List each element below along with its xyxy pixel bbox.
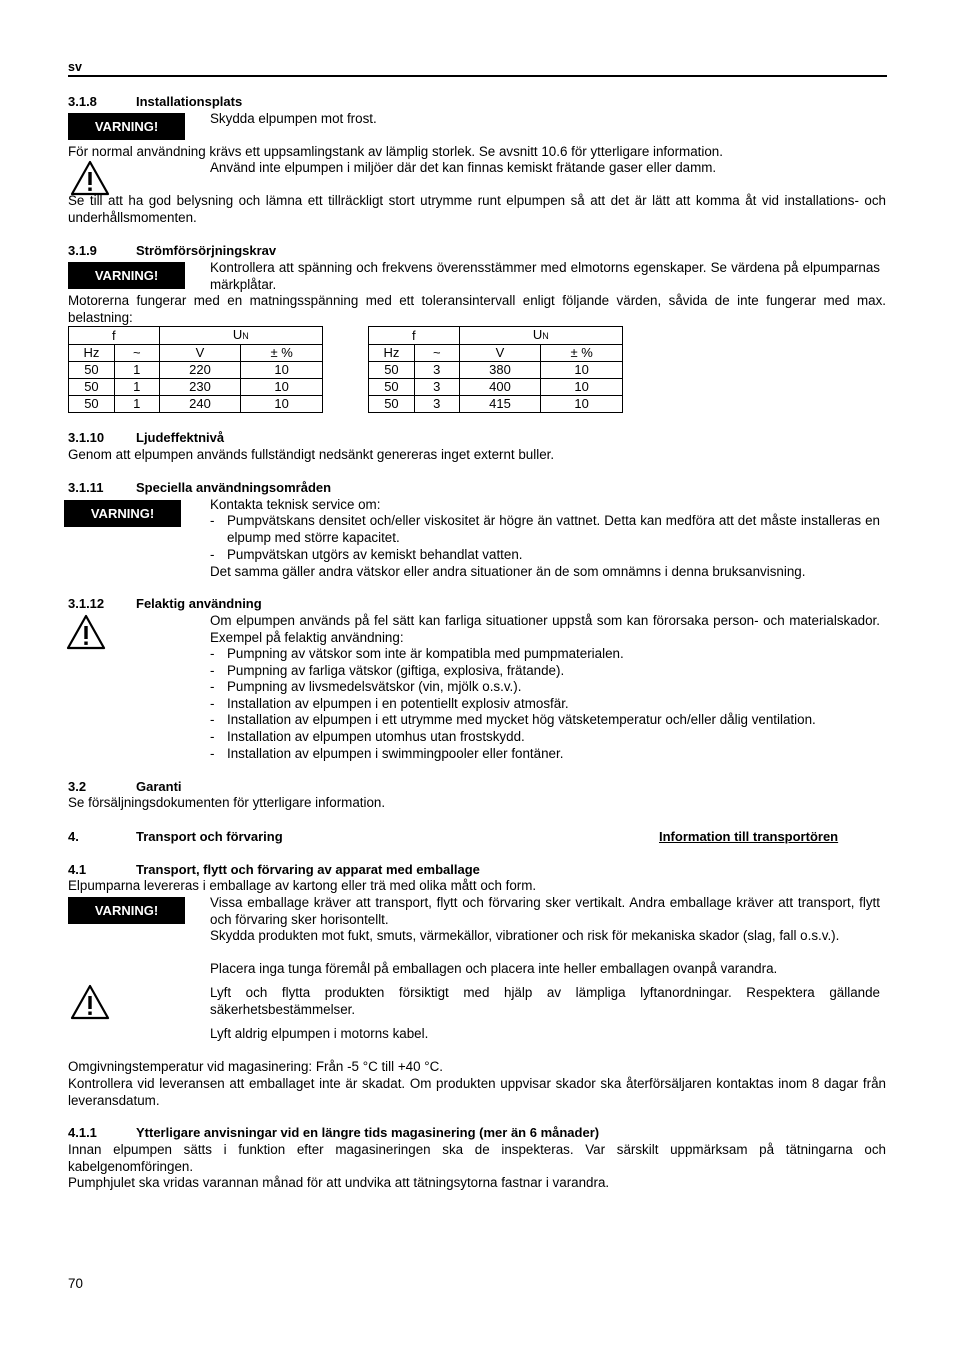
caution-text: Lyft aldrig elpumpen i motorns kabel. (210, 1026, 429, 1041)
table-cell: 10 (541, 379, 623, 396)
warning-badge: VARNING! (68, 897, 185, 924)
paragraph: Elpumparna levereras i emballage av kartong eller trä med olika mått och form. (68, 878, 537, 893)
section-number: 4. (68, 829, 79, 844)
voltage-table-three-phase (368, 326, 623, 413)
section-number: 3.1.10 (68, 430, 105, 445)
table-cell: 50 (69, 396, 115, 413)
warning-text: Vissa emballage kräver att transport, flytt och förvaring sker vertikalt. Andra emballage kräver att transport, flytt och förvaring sker horisontellt. (210, 895, 880, 927)
table-cell: 400 (459, 379, 541, 396)
section-title: Transport och förvaring (136, 829, 283, 844)
paragraph: Genom att elpumpen används fullständigt nedsänkt genereras inget externt buller. (68, 447, 555, 462)
table-cell: 10 (241, 379, 323, 396)
section-title: Felaktig användning (136, 596, 262, 611)
section-4-1-heading (0, 862, 954, 879)
table-header-cell: ± % (241, 345, 323, 362)
table-cell: 10 (241, 396, 323, 413)
paragraph: Pumphjulet ska vridas varannan månad för att undvika att tätningsytorna fastnar i varandra. (68, 1175, 610, 1190)
audience-note: Information till transportören (659, 829, 839, 844)
list-item: - Installation av elpumpen i en potentiellt explosiv atmosfär. (210, 696, 569, 711)
voltage-table-single-phase (68, 326, 323, 413)
section-3-2-heading (0, 779, 954, 796)
table-header-cell: V (459, 345, 541, 362)
paragraph: Se försäljningsdokumenten för ytterligare information. (68, 795, 386, 810)
language-code: sv (68, 60, 82, 74)
table-cell: 10 (241, 362, 323, 379)
table-cell: 415 (459, 396, 541, 413)
table-header-un: UN (159, 327, 322, 345)
section-title: Ytterligare anvisningar vid en längre tids magasinering (mer än 6 månader) (136, 1125, 600, 1140)
list-item: - Installation av elpumpen utomhus utan frostskydd. (210, 729, 525, 744)
caution-text: Lyft och flytta produkten försiktigt med hjälp av lämpliga lyftanordningar. Respektera gällande säkerhetsbestämmelser. (210, 985, 880, 1017)
section-number: 3.1.11 (68, 480, 104, 495)
caution-text: Använd inte elpumpen i miljöer där det kan finnas kemiskt frätande gaser eller damm. (210, 160, 717, 175)
warning-text: Kontrollera att spänning och frekvens överensstämmer med elmotorns egenskaper. Se värdena på elpumparnas märkplåtar. (210, 260, 880, 292)
section-4-1-1-heading (0, 1125, 954, 1142)
header-rule (68, 75, 887, 77)
table-cell: 380 (459, 362, 541, 379)
table-header-cell: ~ (414, 345, 459, 362)
table-header-cell: ± % (541, 345, 623, 362)
section-title: Ljudeffektnivå (136, 430, 225, 445)
table-cell: 3 (414, 379, 459, 396)
table-cell: 50 (69, 379, 115, 396)
section-3-1-10-heading (0, 430, 954, 447)
table-row (369, 379, 623, 396)
table-header-un: UN (459, 327, 622, 345)
paragraph: För normal användning krävs ett uppsamlingstank av lämplig storlek. Se avsnitt 10.6 för ytterligare information. (68, 144, 723, 159)
table-row (369, 396, 623, 413)
warning-badge: VARNING! (68, 113, 185, 140)
section-number: 3.1.8 (68, 94, 97, 109)
warning-text: Skydda elpumpen mot frost. (210, 111, 377, 126)
table-cell: 50 (69, 362, 115, 379)
paragraph: Innan elpumpen sätts i funktion efter magasineringen ska de inspekteras. Var särskilt uppmärksam på tätningarna och kabelgenomföringen. (68, 1142, 886, 1174)
table-header-cell: ~ (114, 345, 159, 362)
table-header-cell: Hz (69, 345, 115, 362)
paragraph: Motorerna fungerar med en matningsspänning med ett toleransintervall enligt följande värden, såvida de inte fungerar med max. belastning: (68, 293, 886, 325)
caution-triangle-icon (70, 160, 110, 196)
table-cell: 3 (414, 396, 459, 413)
table-cell: 240 (159, 396, 241, 413)
table-row (369, 362, 623, 379)
list-item: - Pumpvätskan utgörs av kemiskt behandlat vatten. (210, 547, 523, 562)
list-item: - Pumpvätskans densitet och/eller viskositet är högre än vattnet. Detta kan medföra att det måste installeras en elpump med större kapacitet. (210, 513, 880, 545)
section-title: Strömförsörjningskrav (136, 243, 277, 258)
warning-text: Skydda produkten mot fukt, smuts, värmekällor, vibrationer och risk för mekaniska skador (slag, fall o.s.v.). (210, 928, 840, 943)
chapter-4-heading (0, 829, 954, 846)
page-number: 70 (68, 1276, 83, 1291)
list-intro: Kontakta teknisk service om: (210, 497, 381, 512)
list-item: - Pumpning av farliga vätskor (giftiga, explosiva, frätande). (210, 663, 565, 678)
paragraph: Om elpumpen används på fel sätt kan farliga situationer uppstå som kan förorsaka person- och materialskador. Exempel på felaktig användning: (210, 613, 880, 645)
section-number: 3.1.12 (68, 596, 105, 611)
table-header-f: f (369, 327, 460, 345)
section-title: Speciella användningsområden (136, 480, 332, 495)
table-cell: 1 (114, 362, 159, 379)
section-number: 3.1.9 (68, 243, 97, 258)
table-header-f: f (69, 327, 160, 345)
table-header-cell: Hz (369, 345, 415, 362)
table-cell: 1 (114, 379, 159, 396)
table-cell: 1 (114, 396, 159, 413)
list-item: - Pumpning av livsmedelsvätskor (vin, mjölk o.s.v.). (210, 679, 522, 694)
section-number: 3.2 (68, 779, 87, 794)
list-outro: Det samma gäller andra vätskor eller andra situationer än de som omnämns i denna bruksanvisning. (210, 564, 806, 579)
caution-triangle-icon (66, 614, 106, 650)
table-header-cell: V (159, 345, 241, 362)
section-3-1-8-heading (0, 94, 954, 111)
warning-badge: VARNING! (64, 500, 181, 527)
warning-text: Placera inga tunga föremål på emballagen och placera inte heller emballagen ovanpå varandra. (210, 961, 778, 976)
section-3-1-12-heading (0, 596, 954, 613)
table-cell: 50 (369, 396, 415, 413)
section-title: Transport, flytt och förvaring av apparat med emballage (136, 862, 480, 877)
table-cell: 50 (369, 362, 415, 379)
table-cell: 220 (159, 362, 241, 379)
list-item: - Installation av elpumpen i ett utrymme med mycket hög vätsketemperatur och/eller dålig ventilation. (210, 712, 816, 727)
table-row (69, 396, 323, 413)
table-cell: 3 (414, 362, 459, 379)
table-row (69, 379, 323, 396)
table-cell: 10 (541, 362, 623, 379)
section-title: Installationsplats (136, 94, 243, 109)
table-cell: 50 (369, 379, 415, 396)
paragraph: Omgivningstemperatur vid magasinering: Från -5 °C till +40 °C. (68, 1059, 444, 1074)
section-number: 4.1 (68, 862, 87, 877)
warning-badge: VARNING! (68, 262, 185, 289)
list-item: - Pumpning av vätskor som inte är kompatibla med pumpmaterialen. (210, 646, 624, 661)
paragraph: Kontrollera vid leveransen att emballaget inte är skadat. Om produkten uppvisar skador ska återförsäljaren kontaktas inom 8 dagar från leveransdatum. (68, 1076, 886, 1108)
paragraph: Se till att ha god belysning och lämna ett tillräckligt stort utrymme runt elpumpen så att det är lätt att komma åt vid installations- och underhållsmomenten. (68, 193, 886, 225)
section-title: Garanti (136, 779, 182, 794)
caution-triangle-icon (70, 984, 110, 1020)
table-cell: 10 (541, 396, 623, 413)
list-item: - Installation av elpumpen i swimmingpooler eller fontäner. (210, 746, 564, 761)
section-3-1-11-heading (0, 480, 954, 497)
table-row (69, 362, 323, 379)
section-3-1-9-heading (0, 243, 954, 260)
section-number: 4.1.1 (68, 1125, 97, 1140)
table-cell: 230 (159, 379, 241, 396)
